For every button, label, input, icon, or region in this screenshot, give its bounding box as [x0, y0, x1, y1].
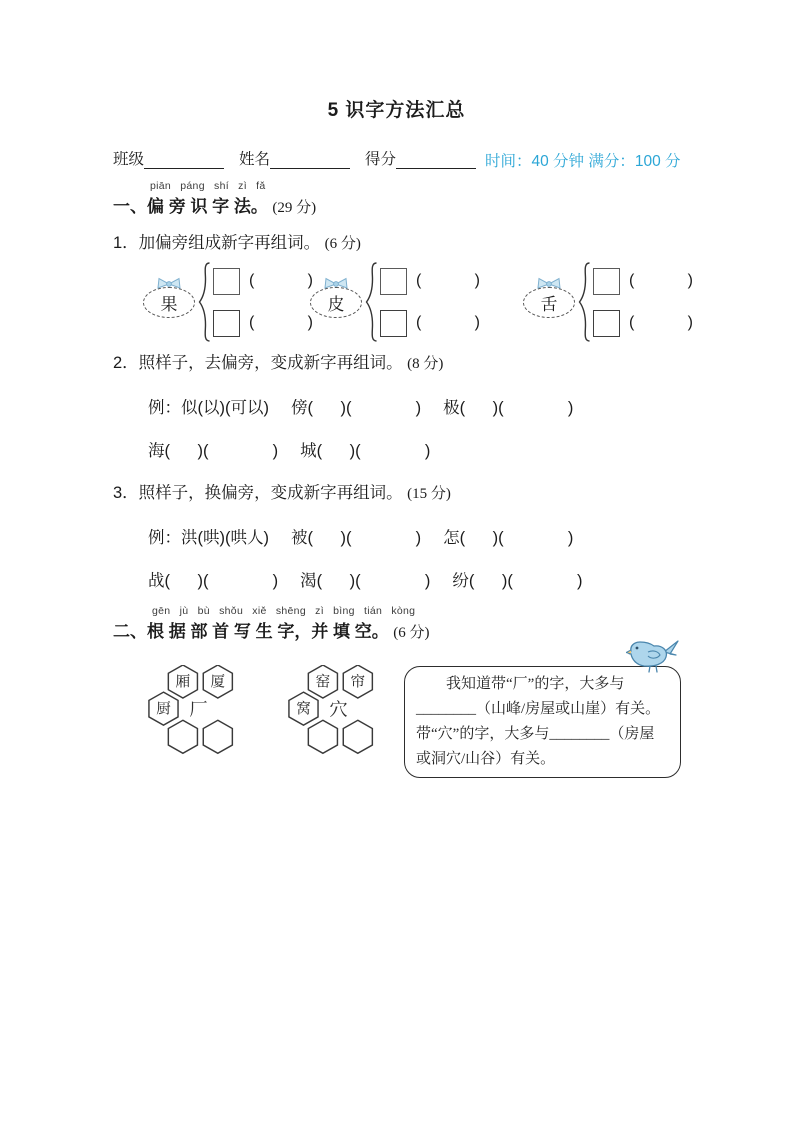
section2-pinyin: gēn jù bù shǒu xiě shēng zì bìng tián kòng — [152, 605, 416, 617]
bubble-line: 带“穴”的字，大多与________（房屋 — [416, 726, 655, 742]
section1-title: 一、偏 旁 识 字 法。 — [113, 197, 268, 216]
brace-icon — [198, 262, 211, 342]
q1-group-pi — [310, 262, 480, 342]
answer-slot-row — [593, 307, 693, 340]
radical-hex-cluster-xue — [287, 665, 384, 762]
base-char-oval — [523, 287, 575, 318]
hexagon-cell-empty — [343, 720, 372, 753]
new-char-box — [593, 268, 620, 295]
brace-icon — [578, 262, 591, 342]
q1-group-guo — [143, 262, 313, 342]
answer-slots — [380, 265, 480, 340]
bow-icon — [536, 276, 562, 291]
section2-heading — [113, 617, 430, 642]
name-label: 姓名 — [239, 151, 271, 168]
section1-heading — [113, 192, 316, 217]
hexagon-cell-empty — [308, 720, 337, 753]
page-title: 5 识字方法汇总 — [327, 100, 466, 121]
base-char-oval — [143, 287, 195, 318]
radical-char: 厂 — [189, 699, 208, 720]
answer-item: 城( )( ) — [300, 442, 431, 460]
answer-slot-row — [380, 265, 480, 298]
word-paren-slot: ( ) — [629, 314, 693, 331]
radical-hex-cluster-chang — [147, 665, 244, 762]
q3-answer-line-2 — [148, 567, 583, 591]
answer-item: 海( )( ) — [148, 442, 279, 460]
word-paren-slot: ( ) — [416, 314, 480, 331]
new-char-box — [380, 310, 407, 337]
example-item: 例：似(以)(可以) — [148, 399, 269, 417]
q1-group-she — [523, 262, 693, 342]
base-char-oval-wrap — [310, 287, 362, 318]
word-paren-slot: ( ) — [629, 272, 693, 289]
radical-char: 穴 — [329, 699, 348, 720]
new-char-box — [213, 310, 240, 337]
bird-icon — [626, 637, 682, 674]
answer-slot-row — [593, 265, 693, 298]
answer-slot-row — [213, 307, 313, 340]
exam-time-info: 时间：40 分钟 满分：100 分 — [485, 153, 681, 170]
answer-slot-row — [380, 307, 480, 340]
class-blank-line — [144, 151, 224, 169]
new-char-box — [593, 310, 620, 337]
hex-char: 厨 — [156, 701, 171, 718]
answer-item: 纷( )( ) — [452, 572, 583, 590]
q2-answer-line-1 — [148, 394, 573, 418]
bubble-line: 或洞穴/山谷）有关。 — [416, 751, 556, 767]
new-char-box — [380, 268, 407, 295]
answer-item: 战( )( ) — [148, 572, 279, 590]
question3-score: (15 分) — [407, 486, 451, 502]
question2-score: (8 分) — [407, 356, 444, 372]
section1-score: (29 分) — [272, 200, 317, 216]
question1-heading — [113, 229, 361, 253]
base-char-oval-wrap — [143, 287, 195, 318]
name-blank-line — [270, 151, 350, 169]
question2-text: 2．照样子，去偏旁，变成新字再组词。 — [113, 354, 403, 372]
word-paren-slot: ( ) — [249, 272, 313, 289]
question2-heading — [113, 349, 443, 373]
section1-pinyin: piān páng shí zì fǎ — [150, 180, 266, 192]
answer-slots — [213, 265, 313, 340]
base-char-oval — [310, 287, 362, 318]
bow-icon — [156, 276, 182, 291]
section2-score: (6 分) — [393, 625, 430, 641]
hexagon-cell-empty — [203, 720, 232, 753]
answer-item: 怎( )( ) — [443, 529, 574, 547]
word-paren-slot: ( ) — [416, 272, 480, 289]
answer-item: 极( )( ) — [443, 399, 574, 417]
score-label: 得分 — [365, 151, 397, 168]
answer-item: 傍( )( ) — [290, 399, 422, 417]
question1-text: 1．加偏旁组成新字再组词。 — [113, 234, 321, 252]
bubble-line: ________（山峰/房屋或山崖）有关。 — [416, 701, 661, 717]
hex-char: 厢 — [175, 674, 191, 691]
q3-answer-line-1 — [148, 524, 573, 548]
question3-text: 3．照样子，换偏旁，变成新字再组词。 — [113, 484, 403, 502]
section2-title: 二、根 据 部 首 写 生 字，并 填 空。 — [113, 622, 389, 641]
hex-char: 帘 — [350, 674, 366, 691]
hex-char: 窝 — [296, 701, 311, 718]
class-label: 班级 — [113, 151, 145, 168]
word-paren-slot: ( ) — [249, 314, 313, 331]
new-char-box — [213, 268, 240, 295]
student-info-row — [113, 147, 491, 169]
hint-speech-bubble — [404, 666, 681, 778]
hex-char: 厦 — [210, 674, 226, 691]
score-blank-line — [396, 151, 476, 169]
example-item: 例：洪(哄)(哄人) — [148, 529, 269, 547]
bubble-line: 我知道带“厂”的字，大多与 — [446, 676, 625, 692]
answer-item: 被( )( ) — [290, 529, 422, 547]
answer-slots — [593, 265, 693, 340]
answer-item: 渴( )( ) — [300, 572, 431, 590]
hexagon-cell-empty — [168, 720, 197, 753]
brace-icon — [365, 262, 378, 342]
bow-icon — [323, 276, 349, 291]
base-char: 舌 — [540, 294, 558, 314]
question1-score: (6 分) — [324, 236, 361, 252]
answer-slot-row — [213, 265, 313, 298]
q2-answer-line-2 — [148, 437, 430, 461]
question3-heading — [113, 479, 451, 503]
base-char: 皮 — [327, 294, 345, 314]
base-char-oval-wrap — [523, 287, 575, 318]
hex-char: 窑 — [315, 674, 331, 691]
base-char: 果 — [160, 294, 178, 314]
